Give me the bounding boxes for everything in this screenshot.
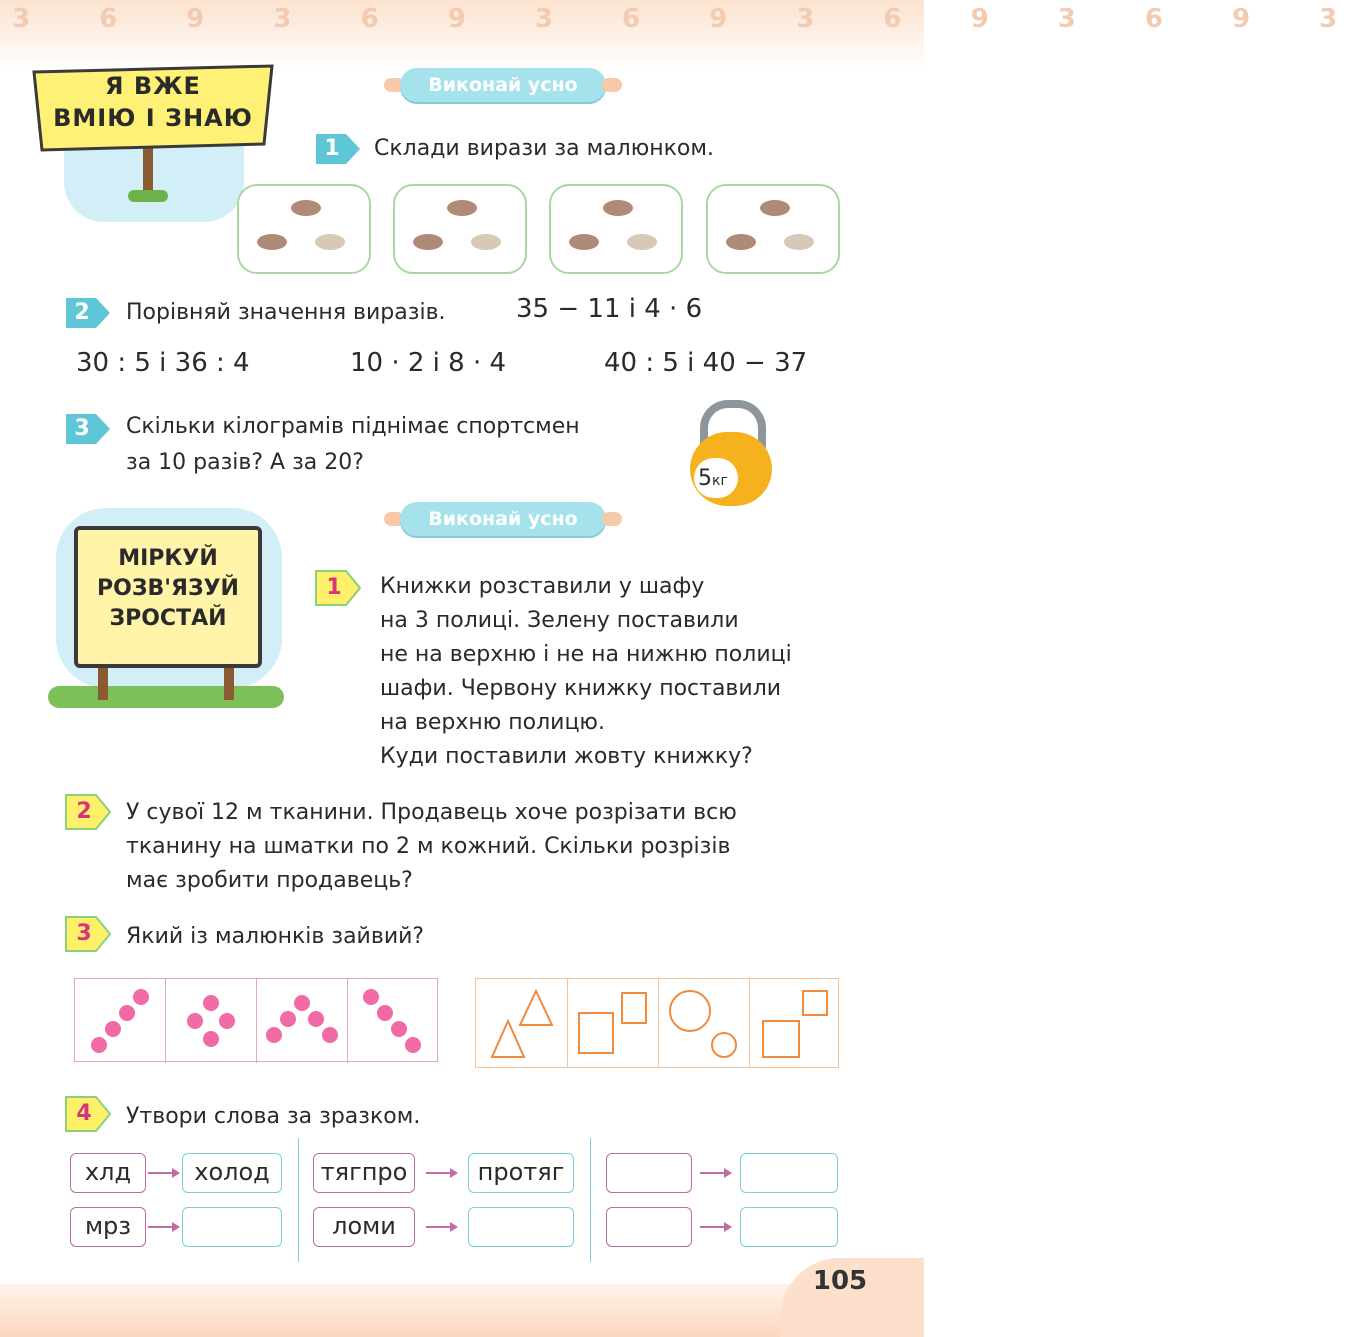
sign-mid-line1: МІРКУЙ xyxy=(118,546,218,571)
arrow-right-icon xyxy=(426,1172,456,1174)
dots-cell-1 xyxy=(75,979,166,1063)
task-line: на 3 полиці. Зелену поставили xyxy=(380,608,739,633)
task-number: 3 xyxy=(76,921,92,946)
arrow-right-icon xyxy=(148,1172,178,1174)
kettlebell-weight: 5кг xyxy=(698,466,728,491)
mice-picture-4 xyxy=(706,184,840,274)
expression-1: 30 : 5 і 36 : 4 xyxy=(76,348,250,378)
word-result-box: протяг xyxy=(468,1153,574,1193)
arrow-right-icon xyxy=(700,1226,730,1228)
task-number: 1 xyxy=(324,136,340,161)
page-number: 105 xyxy=(812,1266,868,1296)
arrow-right-icon xyxy=(700,1172,730,1174)
banner-vykonay-usno-top: Виконай усно xyxy=(400,68,606,102)
task-number: 3 xyxy=(74,416,90,441)
task-line: шафи. Червону книжку поставили xyxy=(380,676,782,701)
task-line: Куди поставили жовту книжку? xyxy=(380,744,753,769)
task-line: не на верхню і не на нижню полиці xyxy=(380,642,792,667)
column-divider xyxy=(298,1138,299,1262)
dots-puzzle xyxy=(74,978,438,1062)
shapes-cell-4 xyxy=(749,979,838,1067)
task-number: 1 xyxy=(326,575,342,600)
sign-top-line1: Я ВЖЕ xyxy=(105,72,201,100)
shapes-cell-3 xyxy=(658,979,750,1067)
dots-cell-4 xyxy=(347,979,437,1063)
expression-3: 40 : 5 і 40 − 37 xyxy=(604,348,808,378)
task-text: Порівняй значення виразів. xyxy=(126,300,446,325)
task-line: має зробити продавець? xyxy=(126,868,413,893)
sign-mid xyxy=(48,500,288,720)
task-text-block xyxy=(380,570,792,774)
word-answer-field[interactable] xyxy=(182,1207,282,1247)
shapes-cell-1 xyxy=(476,979,568,1067)
task-line: У сувої 12 м тканини. Продавець хоче розрізати всю xyxy=(126,800,737,825)
sign-mid-line2: РОЗВ'ЯЗУЙ xyxy=(97,576,239,601)
task-line: Книжки розставили у шафу xyxy=(380,574,705,599)
word-source-field[interactable] xyxy=(606,1153,692,1193)
word-source-box: тягпро xyxy=(313,1153,415,1193)
sign-mid-line3: ЗРОСТАЙ xyxy=(109,606,227,631)
word-answer-field[interactable] xyxy=(740,1153,838,1193)
task-text-line1: Скільки кілограмів піднімає спортсмен xyxy=(126,414,580,439)
arrow-right-icon xyxy=(148,1226,178,1228)
header-digits-pattern: 3 6 9 3 6 9 3 6 9 3 6 9 3 6 9 3 xyxy=(12,4,1367,34)
task-text: Склади вирази за малюнком. xyxy=(374,136,714,161)
shapes-cell-2 xyxy=(567,979,659,1067)
mice-picture-3 xyxy=(549,184,683,274)
task-number: 4 xyxy=(76,1101,92,1126)
task-expression: 35 − 11 і 4 · 6 xyxy=(516,294,703,324)
word-source-box: хлд xyxy=(70,1153,146,1193)
sign-top-grass xyxy=(128,190,168,202)
word-answer-field[interactable] xyxy=(740,1207,838,1247)
kettlebell-icon xyxy=(686,400,776,510)
task-number: 2 xyxy=(76,799,92,824)
task-text: Який із малюнків зайвий? xyxy=(126,924,425,949)
column-divider xyxy=(590,1138,591,1262)
task-number: 2 xyxy=(74,300,90,325)
word-answer-field[interactable] xyxy=(468,1207,574,1247)
mice-picture-2 xyxy=(393,184,527,274)
mice-picture-1 xyxy=(237,184,371,274)
banner-vykonay-usno-mid: Виконай усно xyxy=(400,502,606,536)
task-text-block xyxy=(126,796,737,898)
sign-top-line2: ВМІЮ І ЗНАЮ xyxy=(53,104,253,132)
word-source-field[interactable] xyxy=(606,1207,692,1247)
sign-top xyxy=(28,58,278,208)
task-line: тканину на шматки по 2 м кожний. Скільки розрізів xyxy=(126,834,731,859)
dots-cell-3 xyxy=(256,979,348,1063)
task-text: Утвори слова за зразком. xyxy=(126,1104,421,1129)
expression-2: 10 · 2 і 8 · 4 xyxy=(350,348,507,378)
shapes-puzzle xyxy=(475,978,839,1068)
word-source-box: ломи xyxy=(313,1207,415,1247)
word-result-box: холод xyxy=(182,1153,282,1193)
arrow-right-icon xyxy=(426,1226,456,1228)
hand-right-icon xyxy=(602,512,622,526)
word-source-box: мрз xyxy=(70,1207,146,1247)
sign-mid-grass xyxy=(48,686,284,708)
task-text-line2: за 10 разів? А за 20? xyxy=(126,450,364,475)
dots-cell-2 xyxy=(165,979,257,1063)
hand-right-icon xyxy=(602,78,622,92)
task-line: на верхню полицю. xyxy=(380,710,605,735)
